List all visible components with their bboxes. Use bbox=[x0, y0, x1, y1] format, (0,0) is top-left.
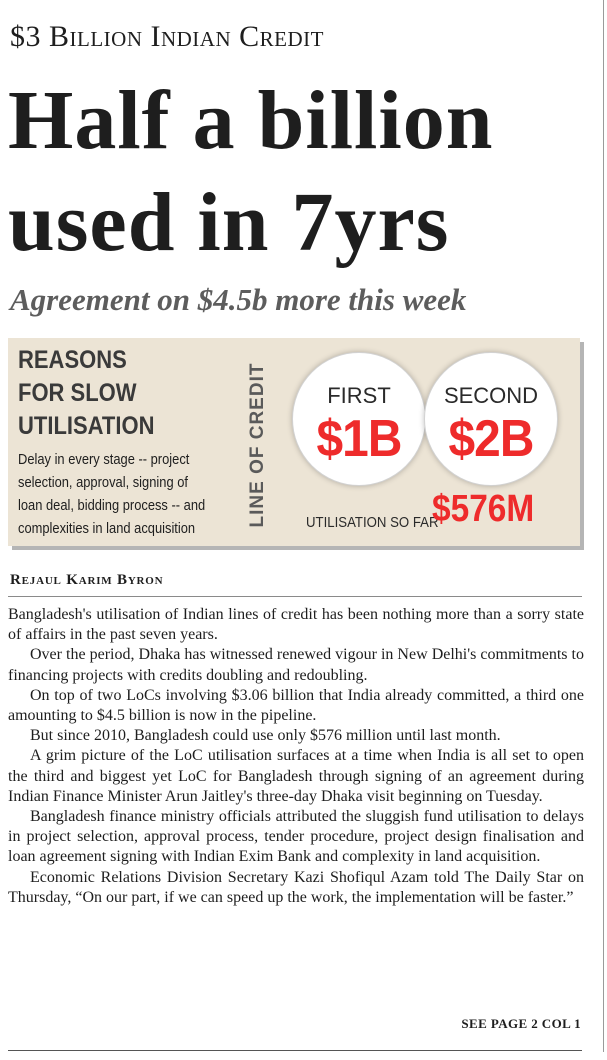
paragraph: On top of two LoCs involving $3.06 billion that India already committed, a third one amounting to $4.5 billion is now in the pipeline. bbox=[8, 686, 584, 725]
article-body bbox=[8, 605, 584, 908]
paragraph: Economic Relations Division Secretary Kazi Shofiqul Azam told The Daily Star on Thursday, “On our part, if we can speed up the work, the implementation will be faster.” bbox=[8, 868, 584, 906]
second-credit-circle bbox=[424, 352, 558, 486]
deck-subheadline: Agreement on $4.5b more this week bbox=[10, 282, 467, 317]
paragraph: Over the period, Dhaka has witnessed renewed vigour in New Delhi's commitments to financing projects with credits doubling and redoubling. bbox=[8, 646, 584, 684]
reasons-text bbox=[18, 448, 205, 540]
utilisation-value: $576M bbox=[432, 488, 535, 530]
reasons-text-line: selection, approval, signing of bbox=[18, 474, 188, 491]
paragraph: But since 2010, Bangladesh could use only $576 million until last month. bbox=[30, 727, 501, 745]
first-credit-label: FIRST bbox=[327, 383, 391, 408]
reasons-title-line: FOR SLOW bbox=[18, 379, 137, 407]
headline bbox=[8, 70, 493, 274]
utilisation-label: UTILISATION SO FAR bbox=[306, 514, 439, 531]
reasons-title-line: REASONS bbox=[18, 346, 127, 374]
reasons-text-line: Delay in every stage -- project bbox=[18, 451, 190, 468]
column-rule bbox=[603, 0, 604, 1052]
headline-line-2: used in 7yrs bbox=[8, 176, 450, 269]
paragraph: Bangladesh's utilisation of Indian lines of credit has been nothing more than a sorry state of affairs in the past seven years. bbox=[8, 606, 584, 644]
reasons-text-line: complexities in land acquisition bbox=[18, 520, 196, 537]
headline-line-1: Half a billion bbox=[8, 74, 494, 167]
reasons-title-line: UTILISATION bbox=[18, 412, 155, 440]
first-credit-value: $1B bbox=[316, 410, 402, 468]
byline-divider bbox=[8, 596, 582, 597]
second-credit-value: $2B bbox=[448, 410, 534, 468]
paragraph: A grim picture of the LoC utilisation surfaces at a time when India is all set to open the third and biggest yet LoC for Bangladesh through signing of an agreement during Indian Finance Minister Arun Jaitley's three-day Dhaka visit beginning on Tuesday. bbox=[8, 747, 584, 805]
byline: Rejaul Karim Byron bbox=[10, 572, 164, 588]
kicker: $3 Billion Indian Credit bbox=[10, 20, 324, 53]
first-credit-circle bbox=[292, 352, 426, 486]
paragraph: Bangladesh finance ministry officials attributed the sluggish fund utilisation to delays in project selection, approval process, tender procedure, project design finalisation and loan agreement signing with Indian Exim Bank and complexity in land acquisition. bbox=[8, 808, 584, 866]
bottom-rule bbox=[8, 1050, 582, 1051]
second-credit-label: SECOND bbox=[443, 383, 539, 408]
reasons-text-line: loan deal, bidding process -- and bbox=[18, 497, 206, 514]
line-of-credit-label: LINE OF CREDIT bbox=[247, 362, 268, 528]
reasons-title bbox=[18, 344, 154, 443]
continuation-reference: SEE PAGE 2 COL 1 bbox=[461, 1016, 581, 1031]
